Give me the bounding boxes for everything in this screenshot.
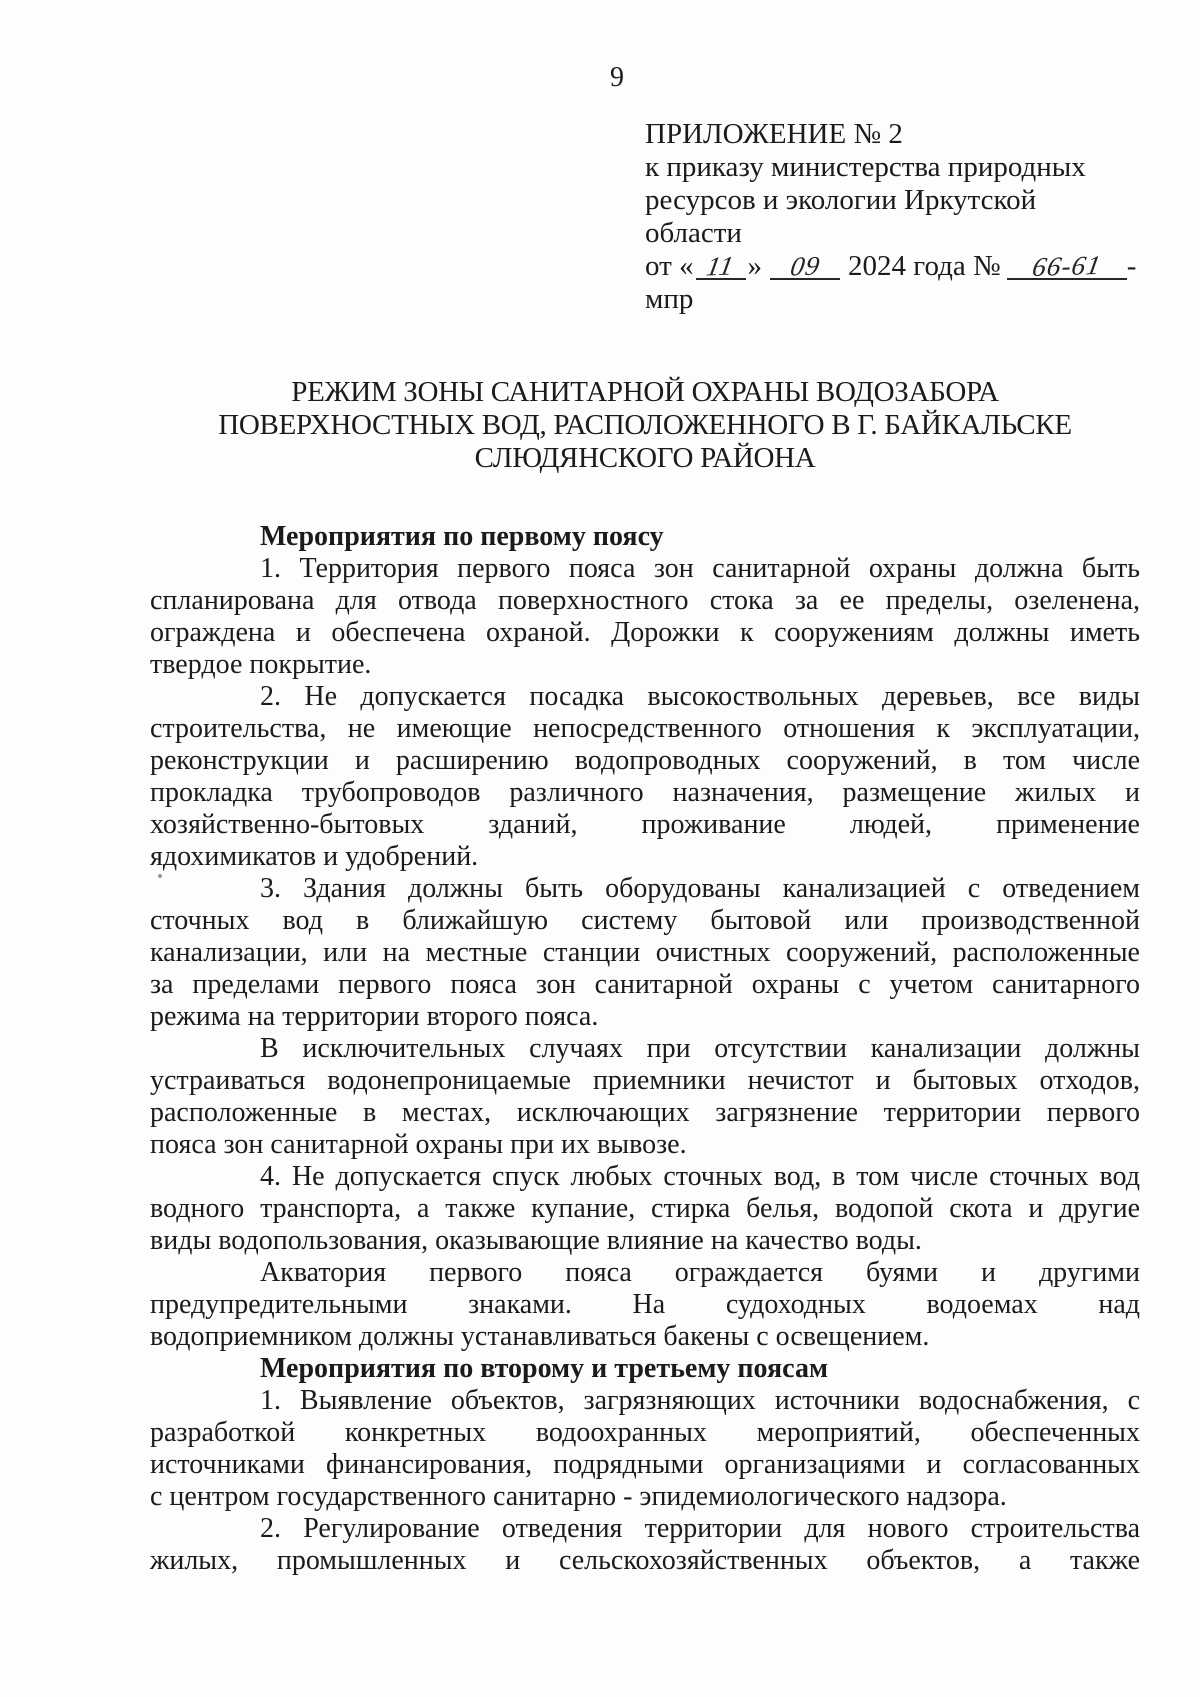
text-line: прокладка трубопроводов различного назначения, размещение жилых и bbox=[150, 777, 1140, 808]
text-line: Акватория первого пояса ограждается буями и другими bbox=[260, 1257, 1140, 1288]
text-line: Мероприятия по второму и третьему поясам bbox=[260, 1353, 829, 1384]
order-number-suffix: мпр bbox=[645, 283, 694, 315]
text-line: реконструкции и расширению водопроводных сооружений, в том числе bbox=[150, 745, 1140, 776]
order-reference-line-3: области bbox=[645, 217, 742, 249]
text-line: хозяйственно-бытовых зданий, проживание людей, применение bbox=[150, 809, 1140, 840]
text-line: 3. Здания должны быть оборудованы канализацией с отведением bbox=[260, 873, 1140, 904]
handwritten-month: 09 bbox=[787, 250, 823, 282]
paragraph bbox=[150, 681, 1140, 873]
section-heading bbox=[150, 521, 1140, 553]
text-line: водного транспорта, а также купание, стирка белья, водопой скота и другие bbox=[150, 1193, 1140, 1224]
paragraph bbox=[150, 1257, 1140, 1353]
text-line: жилых, промышленных и сельскохозяйственных объектов, а также bbox=[150, 1545, 1140, 1576]
date-prefix: от « bbox=[645, 250, 694, 282]
text-line: 2. Регулирование отведения территории для нового строительства bbox=[260, 1513, 1140, 1544]
text-line: сточных вод в ближайшую систему бытовой или производственной bbox=[150, 905, 1140, 936]
title-line-3: СЛЮДЯНСКОГО РАЙОНА bbox=[474, 442, 816, 474]
order-reference-line-2: ресурсов и экологии Иркутской bbox=[645, 184, 1037, 216]
text-line: с центром государственного санитарно - эпидемиологического надзора. bbox=[150, 1481, 1007, 1512]
text-line: устраиваться водонепроницаемые приемники нечистот и бытовых отходов, bbox=[150, 1065, 1140, 1096]
text-line: за пределами первого пояса зон санитарной охраны с учетом санитарного bbox=[150, 969, 1140, 1000]
date-close-quote: » bbox=[747, 250, 763, 282]
handwritten-day: 11 bbox=[704, 250, 737, 282]
body-text bbox=[150, 521, 1140, 1577]
text-line: источниками финансирования, подрядными организациями и согласованных bbox=[150, 1449, 1140, 1480]
paragraph bbox=[150, 1161, 1140, 1257]
text-line: 1. Выявление объектов, загрязняющих источники водоснабжения, с bbox=[260, 1385, 1140, 1416]
document-title bbox=[150, 376, 1140, 475]
text-line: ограждена и обеспечена охраной. Дорожки к сооружениям должны иметь bbox=[150, 617, 1140, 648]
date-dash: - bbox=[1126, 250, 1137, 282]
text-line: расположенные в местах, исключающих загрязнение территории первого bbox=[150, 1097, 1140, 1128]
order-reference-line-1: к приказу министерства природных bbox=[645, 151, 1086, 183]
paragraph bbox=[150, 873, 1140, 1033]
text-line: предупредительными знаками. На судоходных водоемах над bbox=[150, 1289, 1140, 1320]
text-line: 2. Не допускается посадка высокоствольных деревьев, все виды bbox=[260, 681, 1140, 712]
text-line: 4. Не допускается спуск любых сточных вод, в том числе сточных вод bbox=[260, 1161, 1140, 1192]
title-line-2: ПОВЕРХНОСТНЫХ ВОД, РАСПОЛОЖЕННОГО В Г. БАЙКАЛЬСКЕ bbox=[218, 409, 1072, 441]
paragraph bbox=[150, 1385, 1140, 1513]
paragraph bbox=[150, 553, 1140, 681]
title-line-1: РЕЖИМ ЗОНЫ САНИТАРНОЙ ОХРАНЫ ВОДОЗАБОРА bbox=[291, 376, 999, 408]
text-line: строительства, не имеющие непосредственного отношения к эксплуатации, bbox=[150, 713, 1140, 744]
order-date-line bbox=[645, 250, 1145, 283]
handwritten-order-number: 66-61 bbox=[1029, 249, 1104, 283]
text-line: ядохимикатов и удобрений. bbox=[150, 841, 479, 872]
section-heading bbox=[150, 1353, 1140, 1385]
date-month-blank bbox=[770, 250, 840, 282]
appendix-header bbox=[645, 118, 1145, 316]
text-line: твердое покрытие. bbox=[150, 649, 372, 680]
text-line: 1. Территория первого пояса зон санитарной охраны должна быть bbox=[260, 553, 1140, 584]
text-line: спланирована для отвода поверхностного стока за ее пределы, озеленена, bbox=[150, 585, 1140, 616]
text-line: виды водопользования, оказывающие влияние на качество воды. bbox=[150, 1225, 922, 1256]
text-line: пояса зон санитарной охраны при их вывозе. bbox=[150, 1129, 687, 1160]
paragraph bbox=[150, 1033, 1140, 1161]
appendix-title: ПРИЛОЖЕНИЕ № 2 bbox=[645, 118, 903, 150]
paragraph bbox=[150, 1513, 1140, 1577]
text-line: разработкой конкретных водоохранных мероприятий, обеспеченных bbox=[150, 1417, 1140, 1448]
text-line: режима на территории второго пояса. bbox=[150, 1001, 599, 1032]
order-number-blank bbox=[1007, 249, 1127, 283]
scan-artifact-dot bbox=[158, 874, 162, 878]
date-middle: 2024 года № bbox=[848, 250, 1001, 282]
text-line: Мероприятия по первому поясу bbox=[260, 521, 664, 552]
page-number: 9 bbox=[610, 62, 624, 93]
text-line: канализации, или на местные станции очистных сооружений, расположенные bbox=[150, 937, 1140, 968]
date-day-blank bbox=[696, 250, 746, 282]
text-line: В исключительных случаях при отсутствии канализации должны bbox=[260, 1033, 1140, 1064]
text-line: водоприемником должны устанавливаться бакены с освещением. bbox=[150, 1321, 930, 1352]
